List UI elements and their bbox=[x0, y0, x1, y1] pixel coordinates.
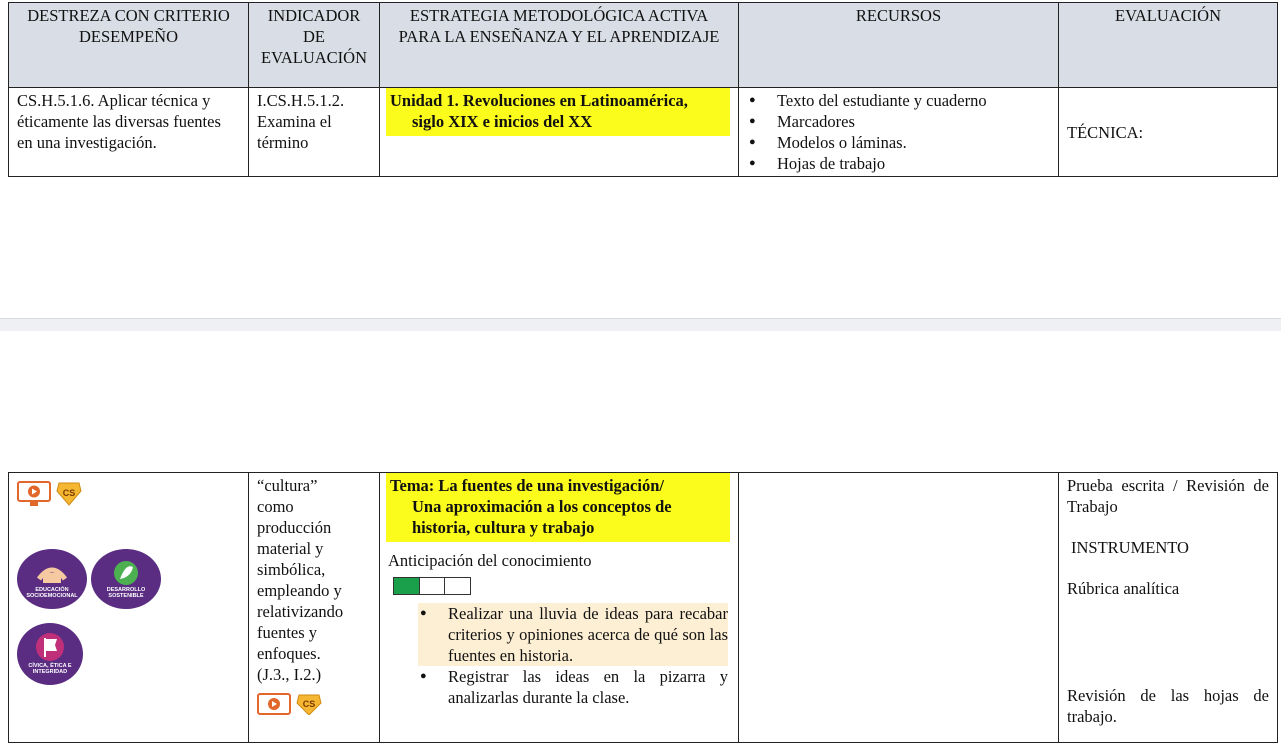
evaluacion-cell bbox=[1059, 473, 1278, 743]
list-item: ● Registrar las ideas en la pizarra y analizarlas durante la clase. bbox=[418, 666, 728, 708]
header-row bbox=[9, 3, 1278, 88]
tema-line-1: Tema: La fuentes de una investigación/ bbox=[390, 476, 664, 495]
list-item: ● Realizar una lluvia de ideas para recabar criterios y opiniones acerca de qué son las fuentes en historia. bbox=[418, 603, 728, 666]
header-evaluacion: EVALUACIÓN bbox=[1059, 3, 1278, 88]
evaluacion-cell: TÉCNICA: bbox=[1059, 88, 1278, 177]
revision-hojas-text: Revisión de las hojas de trabajo. bbox=[1067, 686, 1269, 726]
planning-table-bottom bbox=[8, 472, 1278, 743]
header-estrategia: ESTRATEGIA METODOLÓGICA ACTIVA PARA LA ENSEÑANZA Y EL APRENDIZAJE bbox=[380, 3, 739, 88]
cs-badge-icon bbox=[295, 693, 323, 715]
planning-table-top bbox=[8, 2, 1278, 177]
header-destreza: DESTREZA CON CRITERIO DESEMPEÑO bbox=[9, 3, 249, 88]
recursos-cell bbox=[739, 88, 1059, 177]
recursos-cell bbox=[739, 473, 1059, 743]
estrategia-cell bbox=[380, 88, 739, 177]
prueba-escrita-text: Prueba escrita / Revisión de Trabajo bbox=[1067, 476, 1269, 516]
cs-badge-icon bbox=[55, 481, 83, 507]
badge-row-2 bbox=[17, 623, 240, 685]
tema-highlight bbox=[386, 473, 730, 542]
list-item: ● Marcadores bbox=[747, 111, 1050, 132]
rubrica-text: Rúbrica analítica bbox=[1067, 579, 1180, 598]
indicador-cell: I.CS.H.5.1.2. Examina el término bbox=[249, 88, 380, 177]
icons-cell bbox=[9, 473, 249, 743]
document-page-2 bbox=[0, 331, 1281, 736]
tema-line-2: Una aproximación a los conceptos de historia, cultura y trabajo bbox=[412, 497, 672, 537]
unidad-line-2: siglo XIX e inicios del XX bbox=[412, 112, 593, 131]
progress-segment-filled bbox=[394, 578, 420, 594]
desarrollo-badge-label: DESARROLLO SOSTENIBLE bbox=[106, 587, 146, 599]
civica-badge-label: CÍVICA, ÉTICA E INTEGRIDAD bbox=[28, 663, 72, 675]
svg-text:CS: CS bbox=[302, 699, 316, 709]
progress-indicator bbox=[393, 577, 471, 595]
anticipacion-heading: Anticipación del conocimiento bbox=[388, 551, 592, 570]
indicador-cell bbox=[249, 473, 380, 743]
page-break bbox=[0, 318, 1281, 332]
badge-row-1 bbox=[17, 549, 240, 609]
svg-text:CS: CS bbox=[62, 488, 76, 498]
progress-segment bbox=[445, 578, 470, 594]
unidad-highlight bbox=[386, 88, 730, 136]
header-recursos: RECURSOS bbox=[739, 3, 1059, 88]
monitor-play-icon bbox=[257, 693, 291, 715]
estrategia-cell bbox=[380, 473, 739, 743]
recursos-list bbox=[747, 90, 1050, 174]
list-item: ● Hojas de trabajo bbox=[747, 153, 1050, 174]
icon-row-bottom bbox=[257, 693, 371, 715]
unidad-line-1: Unidad 1. Revoluciones en Latinoamérica, bbox=[390, 91, 688, 110]
educacion-socioemocional-badge bbox=[17, 549, 87, 609]
table-row bbox=[9, 88, 1278, 177]
indicador-text: “cultura” como producción material y simbólica, empleando y relativizando fuentes y enfoques. (J.3., I.2.) bbox=[257, 476, 344, 684]
desarrollo-sostenible-badge bbox=[91, 549, 161, 609]
table-row bbox=[9, 473, 1278, 743]
list-item: ● Modelos o láminas. bbox=[747, 132, 1050, 153]
monitor-play-icon bbox=[17, 481, 51, 507]
civica-etica-badge bbox=[17, 623, 83, 685]
list-item: ● Texto del estudiante y cuaderno bbox=[747, 90, 1050, 111]
header-indicador: INDICADOR DE EVALUACIÓN bbox=[249, 3, 380, 88]
icon-row-top bbox=[17, 481, 240, 507]
actividades-list bbox=[388, 603, 728, 708]
document-page-1 bbox=[0, 0, 1281, 318]
destreza-cell: CS.H.5.1.6. Aplicar técnica y éticamente las diversas fuentes en una investigación. bbox=[9, 88, 249, 177]
educacion-badge-label: EDUCACIÓN SOCIOEMOCIONAL bbox=[26, 587, 78, 599]
instrumento-label: INSTRUMENTO bbox=[1071, 538, 1189, 557]
progress-segment bbox=[420, 578, 446, 594]
